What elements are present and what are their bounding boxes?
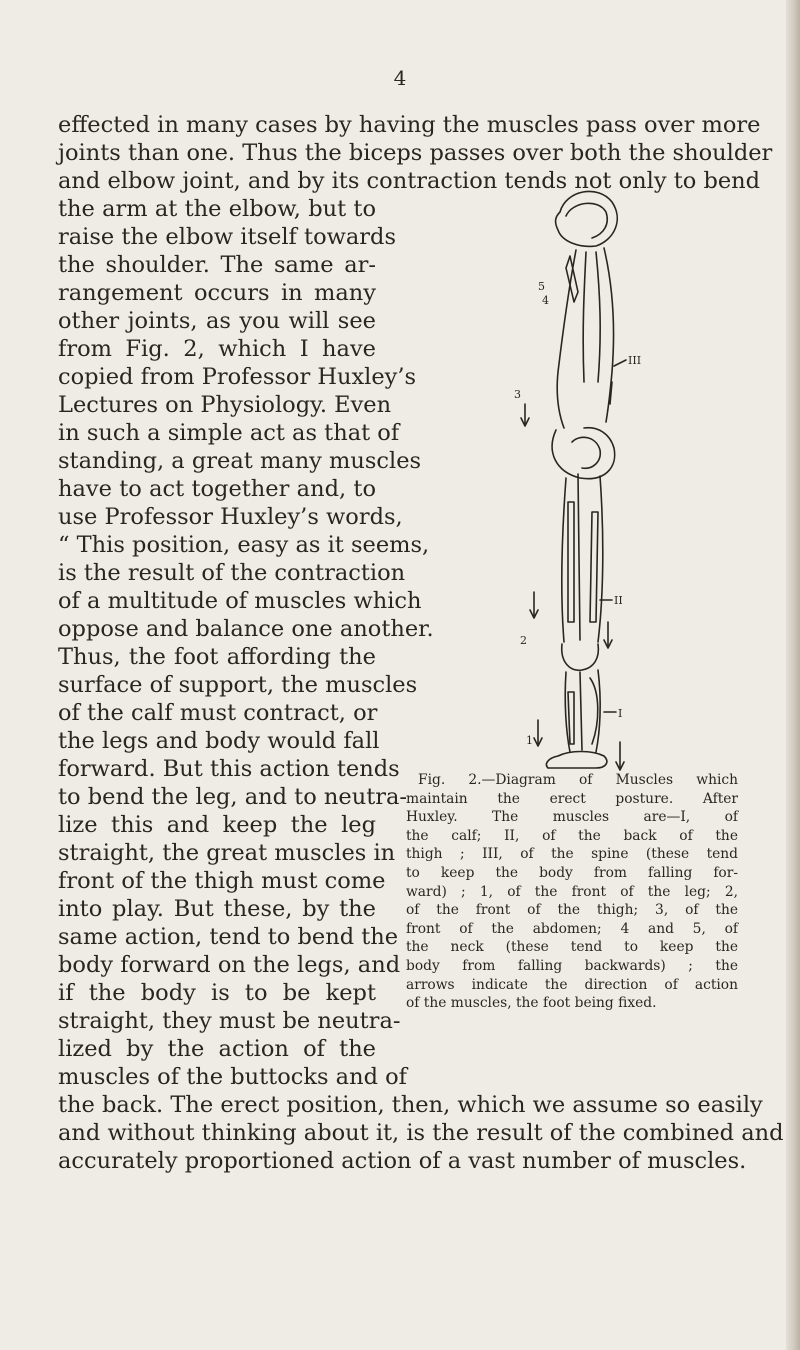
text-line: oppose and balance one another. bbox=[58, 616, 434, 642]
text-line: body forward on the legs, and bbox=[58, 952, 401, 978]
spine-inner-2 bbox=[596, 252, 600, 382]
femur bbox=[578, 474, 580, 640]
text-line: straight, the great muscles in bbox=[58, 840, 396, 866]
caption-line: of the muscles, the foot being fixed. bbox=[406, 995, 657, 1012]
label-muscle-i: I bbox=[618, 707, 623, 720]
text-line: muscles of the buttocks and of bbox=[58, 1064, 408, 1090]
label-leader bbox=[614, 360, 626, 366]
text-line: the arm at the elbow, but to bbox=[58, 196, 376, 222]
figure-caption bbox=[406, 771, 738, 1013]
text-line: surface of support, the muscles bbox=[58, 672, 418, 698]
caption-line: thigh ; III, of the spine (these tend bbox=[406, 846, 738, 863]
caption-line: Fig. 2.—Diagram of Muscles which bbox=[418, 772, 738, 788]
label-muscle-3: 3 bbox=[514, 388, 521, 401]
pelvis-outline bbox=[552, 428, 615, 479]
text-line: “ This position, easy as it seems, bbox=[58, 532, 430, 558]
caption-line: arrows indicate the direction of action bbox=[406, 976, 738, 993]
caption-line: body from falling backwards) ; the bbox=[406, 957, 738, 974]
label-muscle-2: 2 bbox=[520, 634, 527, 647]
text-line: raise the elbow itself towards bbox=[58, 224, 396, 250]
pelvis-inner bbox=[572, 437, 600, 468]
page-edge-shadow bbox=[786, 0, 800, 1350]
thigh-muscle-2 bbox=[568, 502, 574, 622]
foot bbox=[546, 752, 606, 769]
text-line: copied from Professor Huxley’s bbox=[58, 364, 417, 390]
muscle-diagram bbox=[500, 172, 645, 772]
text-line: lized by the action of the bbox=[58, 1036, 376, 1062]
label-muscle-5: 5 bbox=[538, 280, 545, 293]
spine-back bbox=[604, 248, 614, 422]
label-muscle-4: 4 bbox=[542, 294, 549, 307]
text-line: Lectures on Physiology. Even bbox=[58, 392, 392, 418]
text-line: effected in many cases by having the muscles pass over more bbox=[58, 112, 761, 138]
text-line: if the body is to be kept bbox=[58, 980, 376, 1006]
text-line: other joints, as you will see bbox=[58, 308, 376, 334]
caption-line: ward) ; 1, of the front of the leg; 2, bbox=[406, 883, 738, 900]
text-line: the back. The erect position, then, which we assume so easily bbox=[58, 1092, 763, 1118]
text-line: front of the thigh must come bbox=[58, 868, 386, 894]
page-number: 4 bbox=[393, 66, 407, 90]
text-line: the legs and body would fall bbox=[58, 728, 380, 754]
text-line: joints than one. Thus the biceps passes over both the shoulder bbox=[58, 140, 773, 166]
thigh-muscle-ii bbox=[590, 512, 598, 622]
text-line: to bend the leg, and to neutra- bbox=[58, 784, 408, 810]
text-line: same action, tend to bend the bbox=[58, 924, 399, 950]
caption-line: Huxley. The muscles are—I, of bbox=[406, 809, 738, 826]
skull-inner bbox=[566, 203, 607, 238]
label-muscle-1: 1 bbox=[526, 734, 533, 747]
caption-line: front of the abdomen; 4 and 5, of bbox=[406, 920, 738, 937]
text-line: the shoulder. The same ar- bbox=[58, 252, 376, 278]
text-line: in such a simple act as that of bbox=[58, 420, 400, 446]
text-line: of the calf must contract, or bbox=[58, 700, 378, 726]
text-line: straight, they must be neutra- bbox=[58, 1008, 401, 1034]
thigh-front bbox=[562, 478, 566, 642]
caption-line: the neck (these tend to keep the bbox=[406, 939, 738, 956]
text-line: and elbow joint, and by its contraction tends not only to bend bbox=[58, 168, 761, 194]
spine-inner bbox=[583, 252, 586, 382]
text-line: is the result of the contraction bbox=[58, 560, 406, 586]
text-line: standing, a great many muscles bbox=[58, 448, 422, 474]
tibia bbox=[580, 672, 582, 750]
label-muscle-ii: II bbox=[614, 594, 623, 607]
text-line: Thus, the foot affording the bbox=[58, 644, 376, 670]
text-line: from Fig. 2, which I have bbox=[58, 336, 376, 362]
text-line: forward. But this action tends bbox=[58, 756, 400, 782]
label-muscle-iii: III bbox=[628, 354, 642, 367]
text-line: into play. But these, by the bbox=[58, 896, 376, 922]
caption-line: to keep the body from falling for- bbox=[406, 864, 738, 881]
thigh-back bbox=[598, 476, 603, 642]
text-line: and without thinking about it, is the result of the combined and bbox=[58, 1120, 784, 1146]
calf-muscle-i bbox=[590, 678, 598, 744]
caption-line: maintain the erect posture. After bbox=[406, 790, 738, 807]
text-line: accurately proportioned action of a vast number of muscles. bbox=[58, 1148, 747, 1174]
text-line: rangement occurs in many bbox=[58, 280, 376, 306]
caption-line: of the front of the thigh; 3, of the bbox=[406, 902, 738, 919]
leg-muscle-1 bbox=[568, 692, 574, 744]
text-line: have to act together and, to bbox=[58, 476, 376, 502]
text-line: lize this and keep the leg bbox=[58, 812, 376, 838]
text-line: use Professor Huxley’s words, bbox=[58, 504, 403, 530]
text-line: of a multitude of muscles which bbox=[58, 588, 422, 614]
knee bbox=[562, 644, 599, 670]
spine-front bbox=[557, 250, 576, 428]
muscle-diagram-svg bbox=[500, 172, 645, 772]
caption-line: the calf; II, of the back of the bbox=[406, 827, 738, 844]
